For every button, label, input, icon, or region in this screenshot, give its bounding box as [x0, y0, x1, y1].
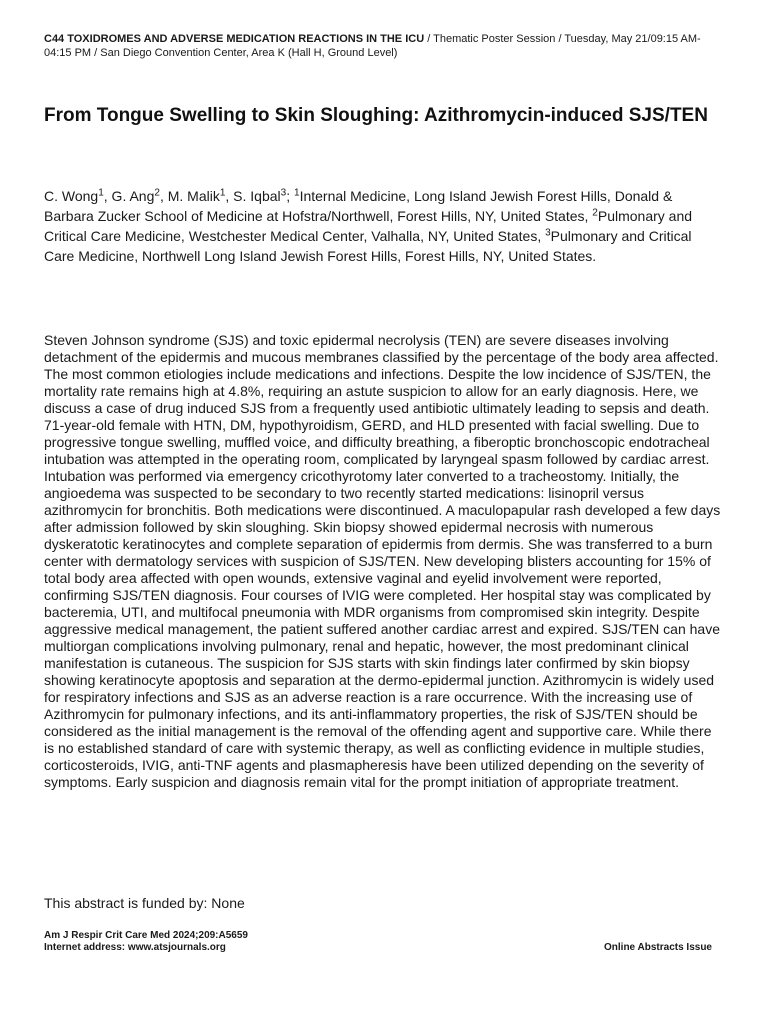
- affiliation-marker: 3: [545, 227, 551, 239]
- author-name: , M. Malik: [159, 188, 220, 204]
- page-footer: [44, 930, 724, 954]
- funding-statement: This abstract is funded by: None: [44, 895, 245, 911]
- session-header: [44, 32, 724, 60]
- affiliation-marker: 3: [280, 187, 287, 199]
- session-code: C44 TOXIDROMES AND ADVERSE MEDICATION REACTIONS IN THE ICU: [44, 33, 425, 45]
- session-details: / Thematic Poster Session / Tuesday, May 21/09:15 AM-04:15 PM / San Diego Convention Center, Area K (Hall H, Ground Level): [44, 33, 701, 59]
- affiliation-text: Internal Medicine, Long Island Jewish Forest Hills, Donald & Barbara Zucker School of Medicine at Hofstra/Northwell, Forest Hills, NY, United States,: [44, 188, 673, 224]
- author-name: C. Wong: [44, 188, 99, 204]
- abstract-title: From Tongue Swelling to Skin Sloughing: Azithromycin-induced SJS/TEN: [44, 105, 708, 126]
- abstract-body: Steven Johnson syndrome (SJS) and toxic epidermal necrolysis (TEN) are severe diseases involving detachment of the epidermis and mucous membranes classified by the percentage of the body area affected. The most common etiologies include medications and infections. Despite the low incidence of SJS/TEN, the mortality rate remains high at 4.8%, requiring an astute suspicion to allow for an early diagnosis. Here, we discuss a case of drug induced SJS from a frequently used antibiotic ultimately leading to sepsis and death. 71-year-old female with HTN, DM, hypothyroidism, GERD, and HLD presented with facial swelling. Due to progressive tongue swelling, muffled voice, and difficulty breathing, a fiberoptic bronchoscopic endotracheal intubation was attempted in the operating room, complicated by laryngeal spasm followed by cardiac arrest. Intubation was performed via emergency cricothyrotomy later converted to a tracheostomy. Initially, the angioedema was suspected to be secondary to two recently started medications: lisinopril versus azithromycin for bronchitis. Both medications were discontinued. A maculopapular rash developed a few days after admission followed by skin sloughing. Skin biopsy showed epidermal necrosis with numerous dyskeratotic keratinocytes and complete separation of epidermis from dermis. She was transferred to a burn center with dermatology services with suspicion of SJS/TEN. New developing blisters accounting for 15% of total body area affected with open wounds, extensive vaginal and eyelid involvement were reported, confirming SJS/TEN diagnosis. Four courses of IVIG were completed. Her hospital stay was complicated by bacteremia, UTI, and multifocal pneumonia with MDR organisms from compromised skin integrity. Despite aggressive medical management, the patient suffered another cardiac arrest and expired. SJS/TEN can have multiorgan complications involving pulmonary, renal and hepatic, however, the most predominant clinical manifestation is cutaneous. The suspicion for SJS starts with skin findings later confirmed by skin biopsy showing keratinocyte apoptosis and separation at the dermo-epidermal junction. Azithromycin is widely used for respiratory infections and SJS as an adverse reaction is a rare occurrence. With the increasing use of Azithromycin for pulmonary infections, and its anti-inflammatory properties, the risk of SJS/TEN should be considered as the initial management is the removal of the offending agent and supportive care. While there is no established standard of care with systemic therapy, as well as conflicting evidence in multiple studies, corticosteroids, IVIG, anti-TNF agents and plasmapheresis have been utilized depending on the severity of symptoms. Early suspicion and diagnosis remain vital for the prompt initiation of appropriate treatment.: [44, 332, 721, 790]
- affiliation-text: Pulmonary and Critical Care Medicine, Northwell Long Island Jewish Forest Hills, Forest Hills, NY, United States.: [44, 228, 692, 264]
- authors-block: [44, 186, 724, 266]
- author-name: , S. Iqbal: [225, 188, 281, 204]
- affiliation-marker: 1: [219, 187, 226, 199]
- affiliation-marker: 1: [294, 187, 300, 199]
- affiliation-text: Pulmonary and Critical Care Medicine, Westchester Medical Center, Valhalla, NY, United States,: [44, 208, 693, 244]
- affiliation-marker: 2: [154, 187, 160, 199]
- affiliation-marker: 2: [592, 207, 598, 219]
- author-name: , G. Ang: [103, 188, 155, 204]
- citation: Am J Respir Crit Care Med 2024;209:A5659: [44, 930, 248, 941]
- affiliation-marker: 1: [98, 187, 104, 199]
- session-line: [44, 32, 724, 60]
- journal-url: Internet address: www.atsjournals.org: [44, 942, 226, 953]
- author-separator: ;: [286, 188, 294, 204]
- issue-label: Online Abstracts Issue: [604, 942, 712, 953]
